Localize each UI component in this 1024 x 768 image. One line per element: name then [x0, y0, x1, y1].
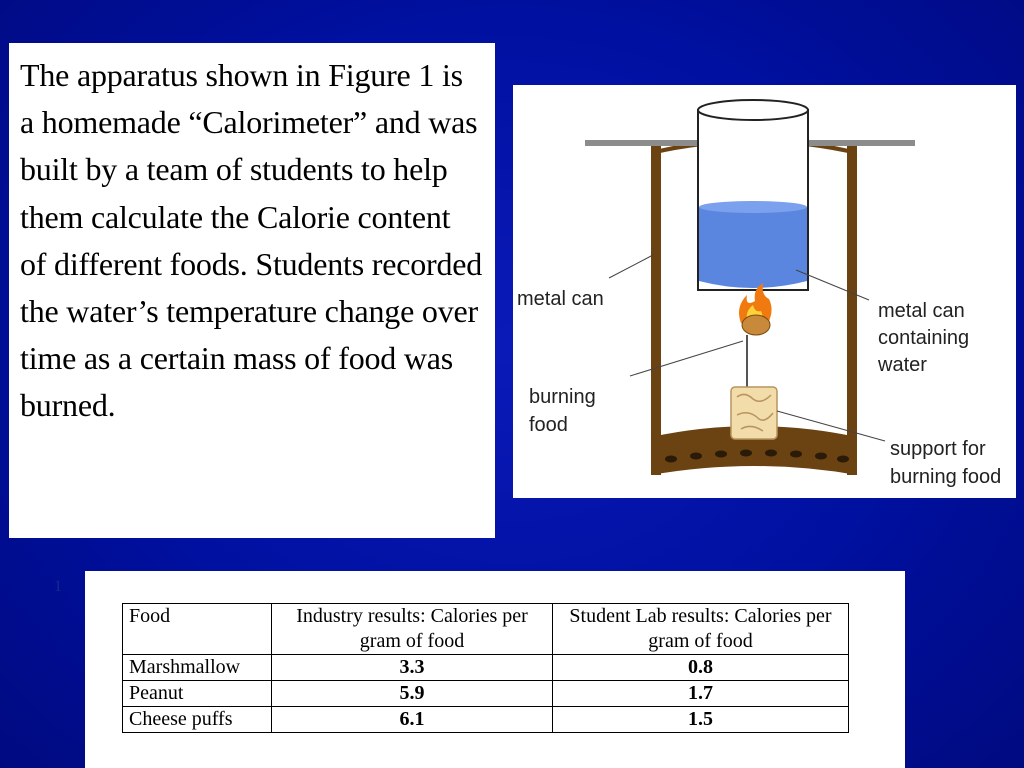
description-paragraph: The apparatus shown in Figure 1 is a homemade “Calorimeter” and was built by a team of students to help them calculate the Calorie content of different foods. Students recorded the water’s temperature change over time as a certain mass of food was burned. [20, 57, 483, 424]
page-number: 1 [54, 578, 62, 595]
description-text-box [9, 43, 495, 538]
calorimeter-figure [513, 85, 1016, 498]
cell-food: Marshmallow [123, 655, 272, 681]
label-metal-can-water-line1: metal can [878, 300, 965, 322]
label-burning-food-line1: burning [529, 386, 596, 408]
table-row [123, 681, 849, 707]
cell-industry: 5.9 [272, 681, 553, 707]
inner-can-top [698, 100, 808, 120]
outer-can-left-wall [651, 145, 661, 475]
header-food: Food [123, 604, 272, 655]
header-student: Student Lab results: Calories per gram of food [553, 604, 849, 655]
label-support-line1: support for [890, 438, 986, 460]
table-header-row [123, 604, 849, 655]
table-row [123, 655, 849, 681]
cell-student: 1.7 [553, 681, 849, 707]
food-support [731, 387, 777, 439]
cell-student: 0.8 [553, 655, 849, 681]
cell-food: Peanut [123, 681, 272, 707]
label-metal-can-water-line2: containing [878, 327, 970, 349]
label-metal-can-water-line3: water [878, 354, 927, 376]
table-row [123, 707, 849, 733]
cell-food: Cheese puffs [123, 707, 272, 733]
water-surface [699, 201, 807, 213]
water [699, 207, 807, 288]
results-table-panel [85, 571, 905, 768]
outer-can-right-wall [847, 145, 857, 475]
label-support-line2: burning food [890, 466, 1002, 488]
header-industry: Industry results: Calories per gram of food [272, 604, 553, 655]
cell-industry: 6.1 [272, 707, 553, 733]
label-burning-food-line2: food [529, 414, 568, 436]
cell-student: 1.5 [553, 707, 849, 733]
burning-food [742, 315, 770, 335]
label-metal-can: metal can [517, 288, 604, 310]
cell-industry: 3.3 [272, 655, 553, 681]
calorimeter-diagram [513, 85, 1016, 498]
results-table [122, 603, 849, 733]
